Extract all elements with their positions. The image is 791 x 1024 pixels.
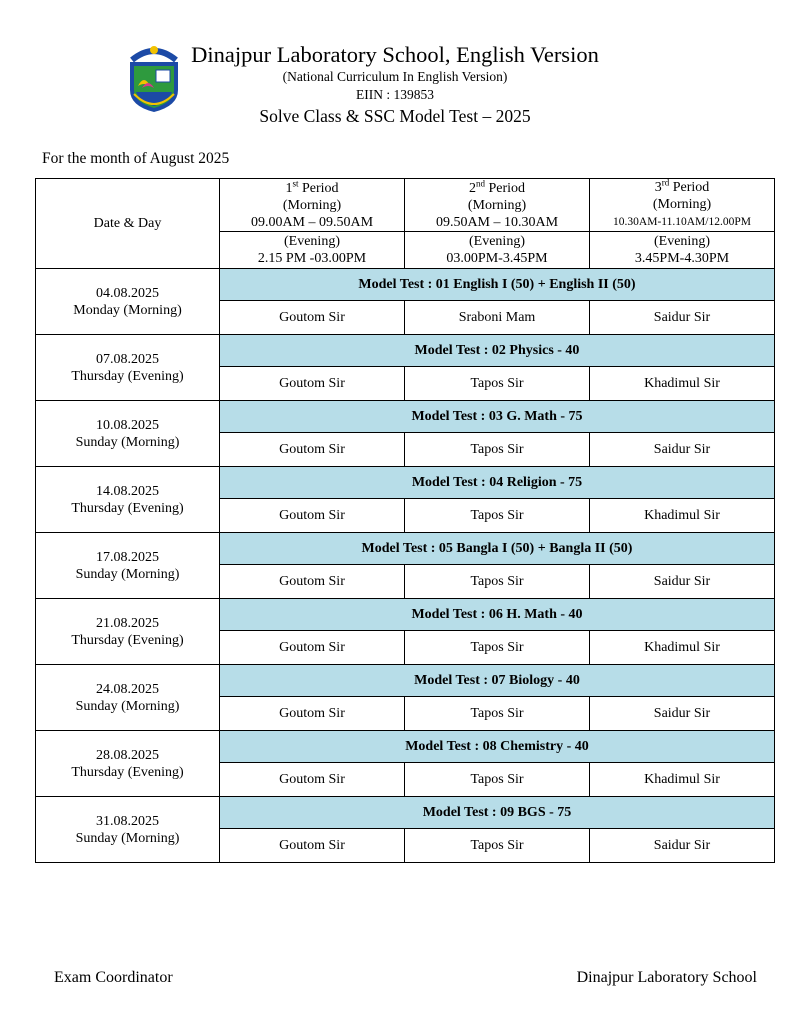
schedule-table [35, 178, 775, 863]
schedule-row [36, 467, 775, 499]
period-1-header [220, 179, 405, 232]
period-3-suffix: rd [661, 177, 670, 188]
period-2-teacher: Tapos Sir [405, 829, 590, 863]
exam-day: Thursday (Evening) [71, 632, 184, 648]
period-3-teacher: Saidur Sir [590, 565, 775, 599]
exam-date: 17.08.2025 [96, 549, 159, 565]
exam-day: Thursday (Evening) [71, 764, 184, 780]
date-day-cell [36, 533, 220, 599]
date-day-cell [36, 401, 220, 467]
exam-date: 24.08.2025 [96, 681, 159, 697]
exam-date: 31.08.2025 [96, 813, 159, 829]
exam-day: Thursday (Evening) [71, 500, 184, 516]
period-3-evening-time: 3.45PM-4.30PM [634, 251, 730, 266]
exam-day: Monday (Morning) [73, 302, 182, 318]
exam-day: Sunday (Morning) [75, 830, 180, 846]
period-1-label: Period [298, 180, 339, 196]
period-3-teacher: Saidur Sir [590, 433, 775, 467]
period-3-header [590, 179, 775, 232]
model-test-subject: Model Test : 06 H. Math - 40 [220, 599, 775, 631]
header-row-morning [36, 179, 775, 232]
schedule-row [36, 401, 775, 433]
date-day-cell [36, 467, 220, 533]
period-2-teacher: Tapos Sir [405, 631, 590, 665]
model-test-subject: Model Test : 01 English I (50) + English II (50) [220, 269, 775, 301]
model-test-subject: Model Test : 05 Bangla I (50) + Bangla II (50) [220, 533, 775, 565]
month-label: For the month of August 2025 [42, 150, 230, 167]
schedule-row [36, 335, 775, 367]
period-3-teacher: Khadimul Sir [590, 367, 775, 401]
period-1-morning-time: 09.00AM – 09.50AM [250, 214, 374, 230]
date-day-cell [36, 599, 220, 665]
period-2-header [405, 179, 590, 232]
date-day-cell [36, 731, 220, 797]
date-day-cell [36, 797, 220, 863]
period-2-morning: (Morning) [467, 197, 527, 213]
school-name: Dinajpur Laboratory School, English Version [191, 42, 599, 67]
period-3-morning: (Morning) [652, 197, 712, 212]
period-2-label: Period [484, 180, 526, 196]
period-3-teacher: Saidur Sir [590, 829, 775, 863]
schedule-row [36, 533, 775, 565]
period-2-evening: (Evening) [469, 234, 525, 249]
period-1-suffix: st [292, 177, 299, 188]
period-3-evening: (Evening) [654, 234, 710, 249]
period-1-evening-time: 2.15 PM -03.00PM [257, 251, 367, 266]
exam-day: Sunday (Morning) [75, 698, 180, 714]
exam-date: 10.08.2025 [96, 417, 159, 433]
period-1-evening: (Evening) [284, 234, 340, 249]
period-3-label: Period [669, 180, 710, 195]
exam-date: 14.08.2025 [96, 483, 159, 499]
period-1-evening-cell [220, 232, 405, 269]
period-2-evening-cell [405, 232, 590, 269]
schedule-body [36, 179, 775, 863]
date-day-cell [36, 335, 220, 401]
period-2-teacher: Tapos Sir [405, 697, 590, 731]
period-2-suffix: nd [475, 177, 485, 188]
period-1-teacher: Goutom Sir [220, 631, 405, 665]
period-2-teacher: Sraboni Mam [405, 301, 590, 335]
model-test-subject: Model Test : 08 Chemistry - 40 [220, 731, 775, 763]
date-day-cell [36, 269, 220, 335]
period-3-morning-time: 10.30AM-11.10AM/12.00PM [613, 216, 751, 228]
model-test-subject: Model Test : 03 G. Math - 75 [220, 401, 775, 433]
period-1-teacher: Goutom Sir [220, 829, 405, 863]
period-2-teacher: Tapos Sir [405, 565, 590, 599]
period-2-teacher: Tapos Sir [405, 367, 590, 401]
exam-date: 21.08.2025 [96, 615, 159, 631]
period-1-teacher: Goutom Sir [220, 367, 405, 401]
period-1-teacher: Goutom Sir [220, 433, 405, 467]
exam-day: Sunday (Morning) [75, 434, 180, 450]
exam-date: 28.08.2025 [96, 747, 159, 763]
schedule-row [36, 665, 775, 697]
date-day-header: Date & Day [36, 179, 220, 269]
period-3-evening-cell [590, 232, 775, 269]
eiin-number: EIIN : 139853 [356, 87, 434, 102]
period-3-teacher: Saidur Sir [590, 697, 775, 731]
exam-day: Sunday (Morning) [75, 566, 180, 582]
period-1-teacher: Goutom Sir [220, 565, 405, 599]
period-3-teacher: Khadimul Sir [590, 763, 775, 797]
date-day-cell [36, 665, 220, 731]
period-1-teacher: Goutom Sir [220, 697, 405, 731]
period-2-teacher: Tapos Sir [405, 499, 590, 533]
exam-date: 07.08.2025 [96, 351, 159, 367]
period-1-teacher: Goutom Sir [220, 301, 405, 335]
period-2-evening-time: 03.00PM-3.45PM [446, 251, 548, 266]
period-2-morning-time: 09.50AM – 10.30AM [435, 214, 559, 230]
model-test-subject: Model Test : 09 BGS - 75 [220, 797, 775, 829]
exam-title: Solve Class & SSC Model Test – 2025 [259, 106, 531, 126]
model-test-subject: Model Test : 04 Religion - 75 [220, 467, 775, 499]
period-1-num: 1 [285, 180, 293, 196]
period-2-num: 2 [468, 180, 476, 196]
exam-day: Thursday (Evening) [71, 368, 184, 384]
school-crest-icon [122, 38, 186, 114]
schedule-row [36, 797, 775, 829]
period-1-teacher: Goutom Sir [220, 499, 405, 533]
period-3-num: 3 [654, 180, 662, 195]
model-test-subject: Model Test : 07 Biology - 40 [220, 665, 775, 697]
curriculum-line: (National Curriculum In English Version) [282, 69, 508, 84]
period-2-teacher: Tapos Sir [405, 763, 590, 797]
period-3-teacher: Saidur Sir [590, 301, 775, 335]
exam-date: 04.08.2025 [96, 285, 159, 301]
period-3-teacher: Khadimul Sir [590, 499, 775, 533]
schedule-row [36, 269, 775, 301]
school-signature: Dinajpur Laboratory School [576, 969, 757, 986]
schedule-row [36, 599, 775, 631]
period-1-morning: (Morning) [282, 197, 342, 213]
exam-coordinator-signature: Exam Coordinator [54, 969, 173, 986]
period-1-teacher: Goutom Sir [220, 763, 405, 797]
period-3-teacher: Khadimul Sir [590, 631, 775, 665]
period-2-teacher: Tapos Sir [405, 433, 590, 467]
model-test-subject: Model Test : 02 Physics - 40 [220, 335, 775, 367]
schedule-row [36, 731, 775, 763]
